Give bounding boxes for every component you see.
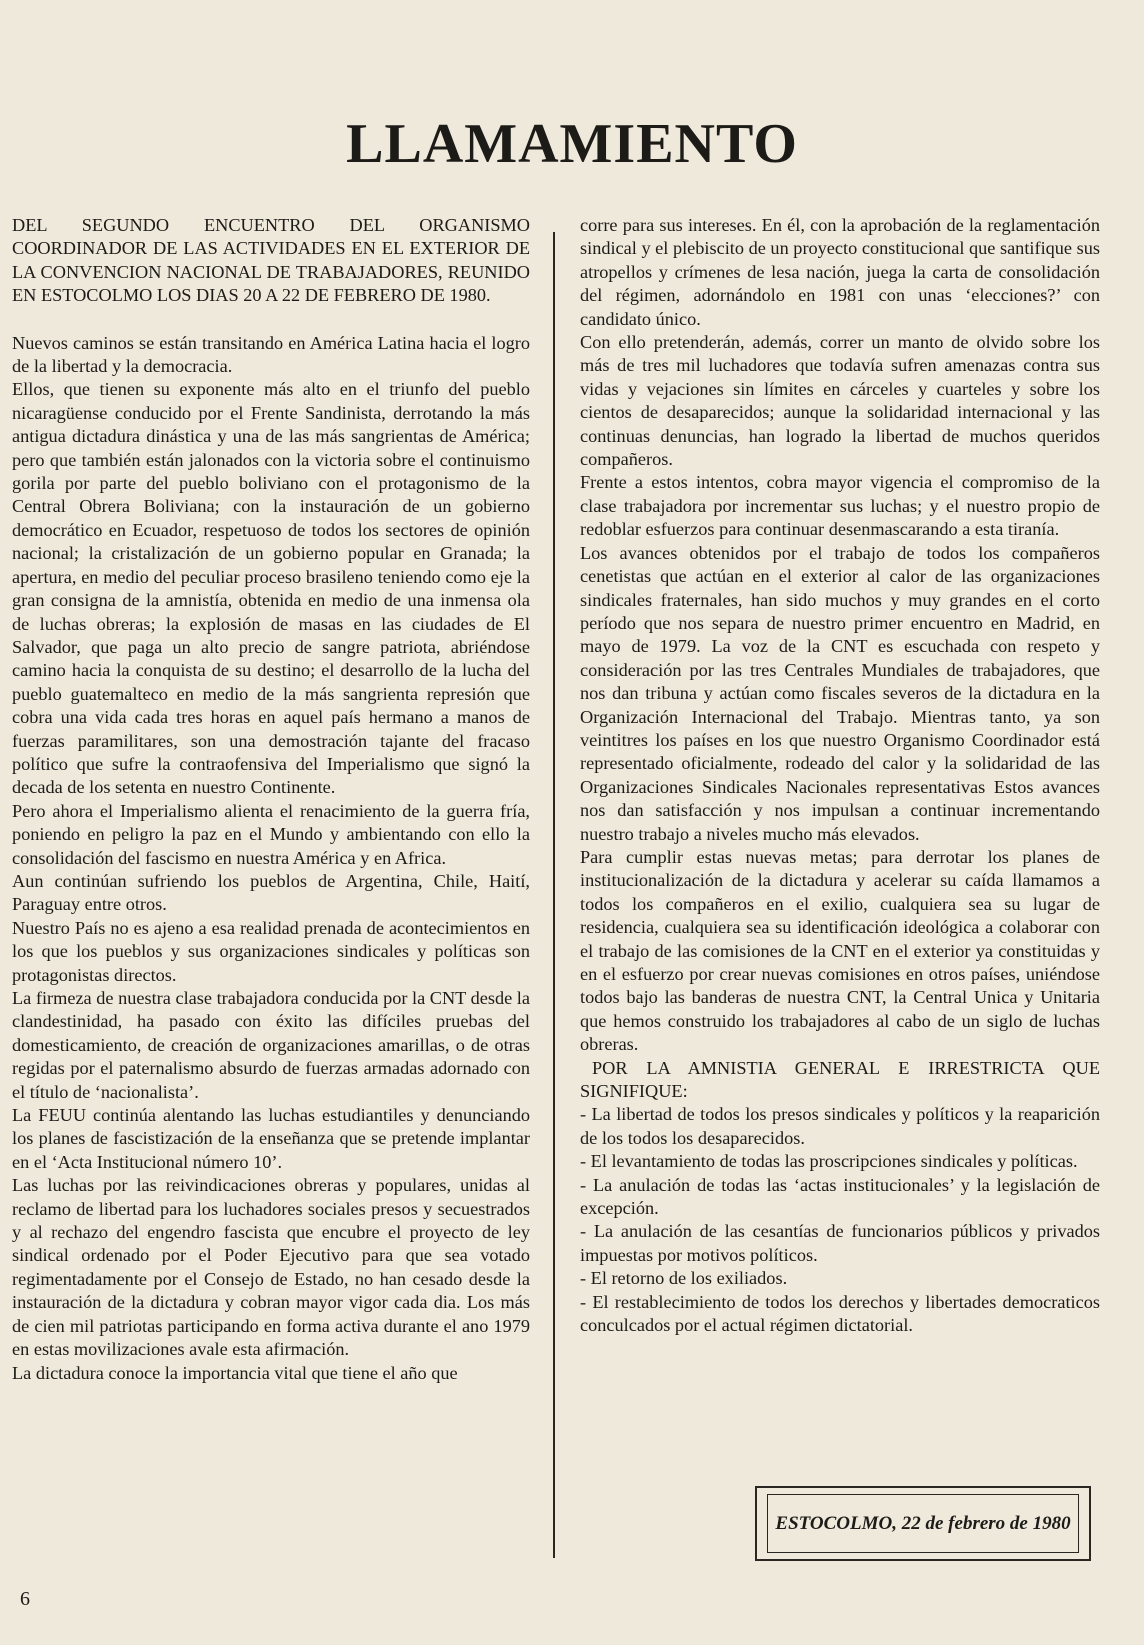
- page-title: LLAMAMIENTO: [346, 113, 798, 175]
- signature-box: [755, 1486, 1091, 1561]
- paragraph: Las luchas por las reivindicaciones obreras y populares, unidas al reclamo de libertad para los luchadores sociales presos y secuestrados y al rechazo del engendro fascista que encubre el proyecto de ley sindical ordenado por el Poder Ejecutivo para que sea votado regimentadamente por el Consejo de Estado, no han cesado desde la instauración de la dictadura y cobran mayor vigor cada dia. Los más de cien mil patriotas participando en forma activa durante el ano 1979 en estas movilizaciones avale esta afirmación.: [12, 1175, 530, 1360]
- paragraph: corre para sus intereses. En él, con la aprobación de la reglamentación sindical y el plebiscito de un proyecto constitucional que santifique sus atropellos y crímenes de lesa nación, juega la carta de consolidación del régimen, adornándolo en 1981 con unas ‘elecciones?’ con candidato único.: [580, 215, 1100, 329]
- document-heading: DEL SEGUNDO ENCUENTRO DEL ORGANISMO COORDINADOR DE LAS ACTIVIDADES EN EL EXTERIOR DE LA CONVENCION NACIONAL DE TRABAJADORES, REUNIDO EN ESTOCOLMO LOS DIAS 20 A 22 DE FEBRERO DE 1980.: [12, 215, 530, 306]
- amnesty-call-title: POR LA AMNISTIA GENERAL E IRRESTRICTA QUE SIGNIFIQUE:: [580, 1057, 1100, 1102]
- demands-list: [580, 1103, 1100, 1337]
- paragraph: Nuestro País no es ajeno a esa realidad prenada de acontecimientos en los que los pueblos y sus organizaciones sindicales y políticas son protagonistas directos.: [12, 917, 530, 985]
- paragraph: Los avances obtenidos por el trabajo de todos los compañeros cenetistas que actúan en el exterior al calor de las organizaciones sindicales fraternales, han sido muchos y muy grandes en el corto período que nos separa de nuestro primer encuentro en Madrid, en mayo de 1979. La voz de la CNT es escuchada con respeto y consideración por las tres Centrales Mundiales de trabajadores, que nos dan tribuna y actúan como fiscales severos de la dictadura en la Organización Internacional del Trabajo. Mientras tanto, ya son veintitres los países en los que nuestro Organismo Coordinador está representado oficialmente, rodeado del calor y la solidaridad de las Organizaciones Sindicales Nacionales representativas Estos avances nos dan satisfacción y nos impulsan a continuar incrementando nuestro trabajo a niveles mucho más elevados.: [580, 542, 1100, 844]
- paragraph: La FEUU continúa alentando las luchas estudiantiles y denunciando los planes de fascistización de la enseñanza que se pretende implantar en el ‘Acta Institucional número 10’.: [12, 1105, 530, 1172]
- paragraph: Frente a estos intentos, cobra mayor vigencia el compromiso de la clase trabajadora por incrementar sus luchas; y el nuestro propio de redoblar esfuerzos para continuar desenmascarando a esta tiranía.: [580, 472, 1100, 540]
- paragraph: Ellos, que tienen su exponente más alto en el triunfo del pueblo nicaragüense conducido por el Frente Sandinista, derrotando la más antigua dictadura dinástica y una de las más sangrientas de América; pero que también están jalonados con la victoria sobre el continuismo gorila por parte del pueblo boliviano con el protagonismo de la Central Obrera Boliviana; con la instauración de un gobierno democrático en Ecuador, respetuoso de todos los sectores de opinión nacional; la cristalización de un gobierno popular en Granada; la apertura, en medio del peculiar proceso brasileno teniendo como eje la gran consigna de la amnistía, obtenida en medio de una inmensa ola de luchas obreras; la explosión de masas en las ciudades de El Salvador, que paga un alto precio de sangre patriota, abriéndose camino hacia la conquista de su destino; el desarrollo de la lucha del pueblo guatemalteco en medio de la más sangrienta represión que cobra una vida cada tres horas en aquel país hermano a manos de fuerzas paramilitares, son una demostración tajante del fracaso político que sufre la contraofensiva del Imperialismo que signó la decada de los setenta en nuestro Continente.: [12, 379, 530, 798]
- column-divider: [553, 232, 555, 1558]
- list-item: - La anulación de todas las ‘actas institucionales’ y la legislación de excepción.: [580, 1174, 1100, 1219]
- paragraph: Pero ahora el Imperialismo alienta el renacimiento de la guerra fría, poniendo en peligro la paz en el Mundo y ambientando con ello la consolidación del fascismo en nuestra América y en Africa.: [12, 800, 530, 868]
- paragraph: La firmeza de nuestra clase trabajadora conducida por la CNT desde la clandestinidad, ha pasado con éxito las difíciles pruebas del domesticamiento, de creación de organizaciones amarillas, o de otras regidas por el paternalismo absurdo de fuerzas armadas adornado con el título de ‘nacionalista’.: [12, 988, 530, 1102]
- list-item: - El retorno de los exiliados.: [580, 1268, 788, 1289]
- list-item: - La anulación de las cesantías de funcionarios públicos y privados impuestas por motivos políticos.: [580, 1221, 1100, 1265]
- page-number: 6: [20, 1588, 30, 1610]
- paragraph: Para cumplir estas nuevas metas; para derrotar los planes de institucionalización de la dictadura y acelerar su caída llamamos a todos los compañeros en el exilio, cualquiera sea su lugar de residencia, cualquiera sea su identificación ideológica a colaborar con el trabajo de las comisiones de la CNT en el exterior ya constituidas y en el esfuerzo por crear nuevas comisiones en otros países, uniéndose todos bajo las banderas de nuestra CNT, la Central Unica y Unitaria que hemos construido los trabajadores al cabo de un siglo de luchas obreras.: [580, 846, 1100, 1055]
- list-item: - La libertad de todos los presos sindicales y políticos y la reaparición de los todos los desaparecidos.: [580, 1104, 1100, 1148]
- list-item: - El levantamiento de todas las proscripciones sindicales y políticas.: [580, 1151, 1078, 1172]
- left-column: [12, 214, 530, 1385]
- right-column: [580, 214, 1100, 1338]
- paragraph: Con ello pretenderán, además, correr un manto de olvido sobre los más de tres mil luchadores que todavía sufren amenazas contra sus vidas y vejaciones sin límites en cárceles y cuarteles y sobre los cientos de desaparecidos; aunque la solidaridad internacional y las continuas denuncias, han logrado la libertad de muchos queridos compañeros.: [580, 332, 1100, 470]
- signature-text: ESTOCOLMO, 22 de febrero de 1980: [767, 1494, 1079, 1553]
- list-item: - El restablecimiento de todos los derechos y libertades democraticos conculcados por el actual régimen dictatorial.: [580, 1291, 1100, 1336]
- paragraph: La dictadura conoce la importancia vital que tiene el año que: [12, 1362, 458, 1383]
- paragraph: Nuevos caminos se están transitando en América Latina hacia el logro de la libertad y la democracia.: [12, 332, 530, 377]
- paragraph: Aun continúan sufriendo los pueblos de Argentina, Chile, Haití, Paraguay entre otros.: [12, 870, 530, 915]
